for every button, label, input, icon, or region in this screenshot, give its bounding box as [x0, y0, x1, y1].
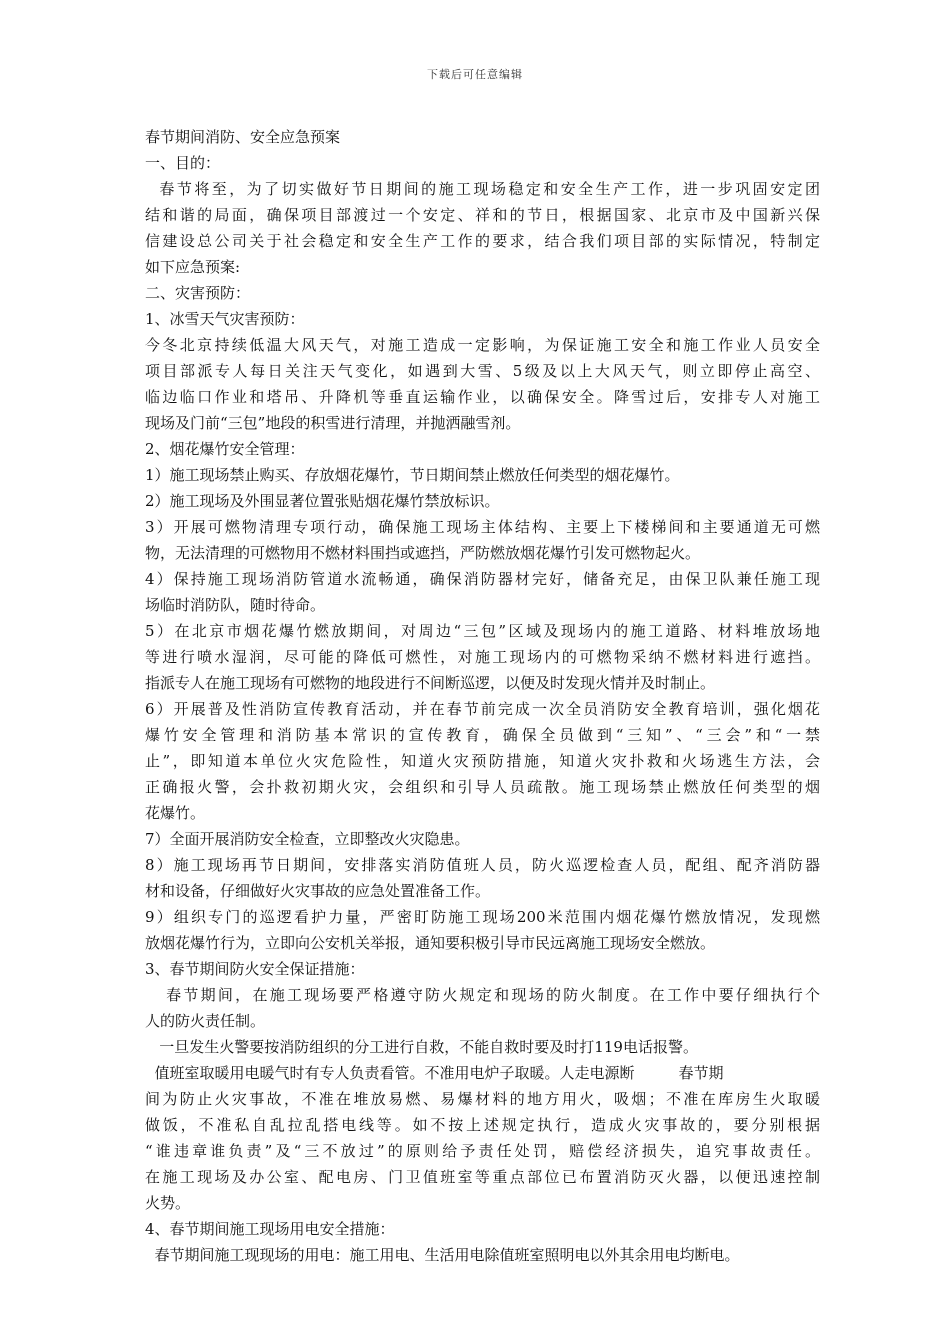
list-item-continued: 指派专人在施工现场有可燃物的地段进行不间断巡逻，以便及时发现火情并及时制止。: [145, 674, 716, 692]
section-heading-prevention: 二、灾害预防：: [145, 284, 251, 302]
list-item-continued: 花爆竹。: [145, 804, 206, 822]
list-item: 7）全面开展消防安全检查，立即整改火灾隐患。: [145, 830, 470, 848]
list-item: 9）组织专门的巡逻看护力量，严密盯防施工现场200米范围内烟花爆竹燃放情况，发现燃: [145, 908, 820, 926]
document-body: [145, 124, 820, 1268]
list-item-continued: 放烟花爆竹行为，立即向公安机关举报，通知要积极引导市民远离施工现场安全燃放。: [145, 934, 716, 952]
list-item: 1）施工现场禁止购买、存放烟花爆竹，节日期间禁止燃放任何类型的烟花爆竹。: [145, 466, 680, 484]
paragraph-line: 现场及门前“三包”地段的积雪进行清理，并抛洒融雪剂。: [145, 414, 521, 432]
paragraph-line: 信建设总公司关于社会稳定和安全生产工作的要求，结合我们项目部的实际情况，特制定: [145, 232, 820, 250]
list-item: 5）在北京市烟花爆竹燃放期间，对周边“三包”区域及现场内的施工道路、材料堆放场地: [145, 622, 820, 640]
paragraph-line: 在施工现场及办公室、配电房、门卫值班室等重点部位已布置消防灭火器，以便迅速控制: [145, 1168, 820, 1186]
paragraph-line: 临边临口作业和塔吊、升降机等垂直运输作业，以确保安全。降雪过后，安排专人对施工: [145, 388, 820, 406]
list-item-continued: 物，无法清理的可燃物用不燃材料围挡或遮挡，严防燃放烟花爆竹引发可燃物起火。: [145, 544, 701, 562]
list-item-continued: 场临时消防队，随时待命。: [145, 596, 326, 614]
list-item: 2）施工现场及外围显著位置张贴烟花爆竹禁放标识。: [145, 492, 500, 510]
paragraph-line: 一旦发生火警要按消防组织的分工进行自救，不能自救时要及时打119电话报警。: [145, 1038, 698, 1056]
paragraph-line: [145, 1060, 820, 1086]
list-item-continued: 止”，即知道本单位火灾危险性，知道火灾预防措施，知道火灾扑救和火场逃生方法，会: [145, 752, 820, 770]
paragraph-fragment: 春节期: [678, 1064, 724, 1082]
section-heading-purpose: 一、目的：: [145, 154, 221, 172]
list-item: 8）施工现场再节日期间，安排落实消防值班人员，防火巡逻检查人员，配组、配齐消防器: [145, 856, 820, 874]
list-item: 4）保持施工现场消防管道水流畅通，确保消防器材完好，储备充足，由保卫队兼任施工现: [145, 570, 820, 588]
page-header-note: 下载后可任意编辑: [427, 68, 523, 81]
paragraph-line: “谁违章谁负责”及“三不放过”的原则给予责任处罚，赔偿经济损失，追究事故责任。: [145, 1142, 820, 1160]
list-item: 3）开展可燃物清理专项行动，确保施工现场主体结构、主要上下楼梯间和主要通道无可燃: [145, 518, 820, 536]
paragraph-line: 今冬北京持续低温大风天气，对施工造成一定影响，为保证施工安全和施工作业人员安全: [145, 336, 820, 354]
paragraph-line: 做饭，不准私自乱拉乱搭电线等。如不按上述规定执行，造成火灾事故的，要分别根据: [145, 1116, 820, 1134]
list-item-continued: 正确报火警，会扑救初期火灾，会组织和引导人员疏散。施工现场禁止燃放任何类型的烟: [145, 778, 820, 796]
list-item-continued: 爆竹安全管理和消防基本常识的宣传教育，确保全员做到“三知”、“三会”和“一禁: [145, 726, 820, 744]
subsection-heading: 1、冰雪天气灾害预防：: [145, 310, 305, 328]
paragraph-line: 项目部派专人每日关注天气变化，如遇到大雪、5级及以上大风天气，则立即停止高空、: [145, 362, 820, 380]
paragraph-line: 春节期间施工现现场的用电：施工用电、生活用电除值班室照明电以外其余用电均断电。: [145, 1246, 740, 1264]
paragraph-line: 结和谐的局面，确保项目部渡过一个安定、祥和的节日，根据国家、北京市及中国新兴保: [145, 206, 820, 224]
paragraph-line: 如下应急预案:: [145, 258, 241, 276]
paragraph-line: 间为防止火灾事故，不准在堆放易燃、易爆材料的地方用火，吸烟；不准在库房生火取暖: [145, 1090, 820, 1108]
list-item: 6）开展普及性消防宣传教育活动，并在春节前完成一次全员消防安全教育培训，强化烟花: [145, 700, 820, 718]
list-item-continued: 等进行喷水湿润，尽可能的降低可燃性，对施工现场内的可燃物采纳不燃材料进行遮挡。: [145, 648, 820, 666]
paragraph-line: 火势。: [145, 1194, 191, 1212]
document-title: 春节期间消防、安全应急预案: [145, 128, 341, 146]
subsection-heading: 2、烟花爆竹安全管理：: [145, 440, 305, 458]
paragraph-fragment: 值班室取暖用电暖气时有专人负责看管。不准用电炉子取暖。人走电源断: [145, 1064, 635, 1082]
list-item-continued: 材和设备，仔细做好火灾事故的应急处置准备工作。: [145, 882, 491, 900]
paragraph-line: 人的防火责任制。: [145, 1012, 266, 1030]
subsection-heading: 3、春节期间防火安全保证措施：: [145, 960, 365, 978]
subsection-heading: 4、春节期间施工现场用电安全措施：: [145, 1220, 395, 1238]
paragraph-line: 春节期间，在施工现场要严格遵守防火规定和现场的防火制度。在工作中要仔细执行个: [145, 986, 820, 1004]
paragraph-line: 春节将至，为了切实做好节日期间的施工现场稳定和安全生产工作，进一步巩固安定团: [145, 180, 820, 198]
